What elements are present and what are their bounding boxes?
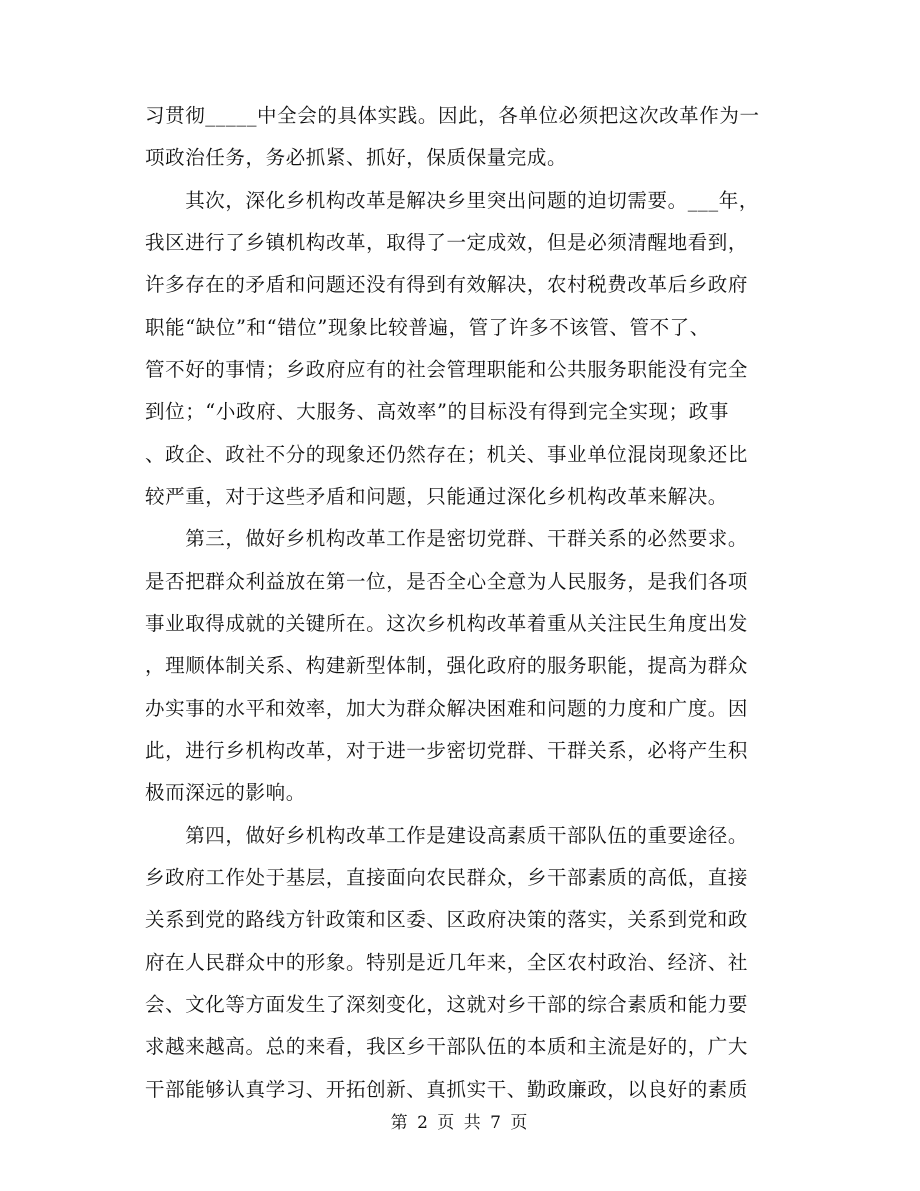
text-line: 极而深远的影响。: [145, 781, 306, 804]
text-line: 会、文化等方面发生了深刻变化，这就对乡干部的综合素质和能力要: [145, 993, 749, 1016]
text-line: 是否把群众利益放在第一位，是否全心全意为人民服务，是我们各项: [145, 570, 749, 593]
text-line: 到位；“小政府、大服务、高效率”的目标没有得到完全实现；政事: [145, 400, 729, 423]
text-line: 事业取得成就的关键所在。这次乡机构改革着重从关注民生角度出发: [145, 612, 749, 635]
page-number-footer: 第 2 页 共 7 页: [390, 1113, 530, 1133]
text-line: 乡政府工作处于基层，直接面向农民群众，乡干部素质的高低，直接: [145, 866, 749, 889]
text-line: 关系到党的路线方针政策和区委、区政府决策的落实，关系到党和政: [145, 908, 749, 931]
text-line: 我区进行了乡镇机构改革，取得了一定成效，但是必须清醒地看到，: [145, 231, 749, 254]
text-line: 职能“缺位”和“错位”现象比较普遍，管了许多不该管、管不了、: [145, 316, 710, 339]
text-line: 府在人民群众中的形象。特别是近几年来，全区农村政治、经济、社: [145, 951, 749, 974]
paragraph-start-line: 第四，做好乡机构改革工作是建设高素质干部队伍的重要途径。: [145, 824, 749, 847]
text-line: 许多存在的矛盾和问题还没有得到有效解决，农村税费改革后乡政府: [145, 273, 749, 296]
text-line: 此，进行乡机构改革，对于进一步密切党群、干群关系，必将产生积: [145, 739, 749, 762]
paragraph-start-line: 第三，做好乡机构改革工作是密切党群、干群关系的必然要求。: [145, 527, 749, 550]
text-line: 习贯彻_____中全会的具体实践。因此，各单位必须把这次改革作为一: [145, 104, 760, 127]
text-line: 项政治任务，务必抓紧、抓好，保质保量完成。: [145, 146, 568, 169]
text-line: 较严重，对于这些矛盾和问题，只能通过深化乡机构改革来解决。: [145, 485, 728, 508]
text-line: 管不好的事情；乡政府应有的社会管理职能和公共服务职能没有完全: [145, 358, 749, 381]
text-line: 求越来越高。总的来看，我区乡干部队伍的本质和主流是好的，广大: [145, 1035, 749, 1058]
text-line: 办实事的水平和效率，加大为群众解决困难和问题的力度和广度。因: [145, 697, 749, 720]
paragraph-start-line: 其次，深化乡机构改革是解决乡里突出问题的迫切需要。___年，: [145, 189, 759, 212]
text-line: 干部能够认真学习、开拓创新、真抓实干、勤政廉政，以良好的素质: [145, 1078, 749, 1101]
text-line: ，理顺体制关系、构建新型体制，强化政府的服务职能，提高为群众: [145, 654, 749, 677]
text-line: 、政企、政社不分的现象还仍然存在；机关、事业单位混岗现象还比: [145, 443, 749, 466]
